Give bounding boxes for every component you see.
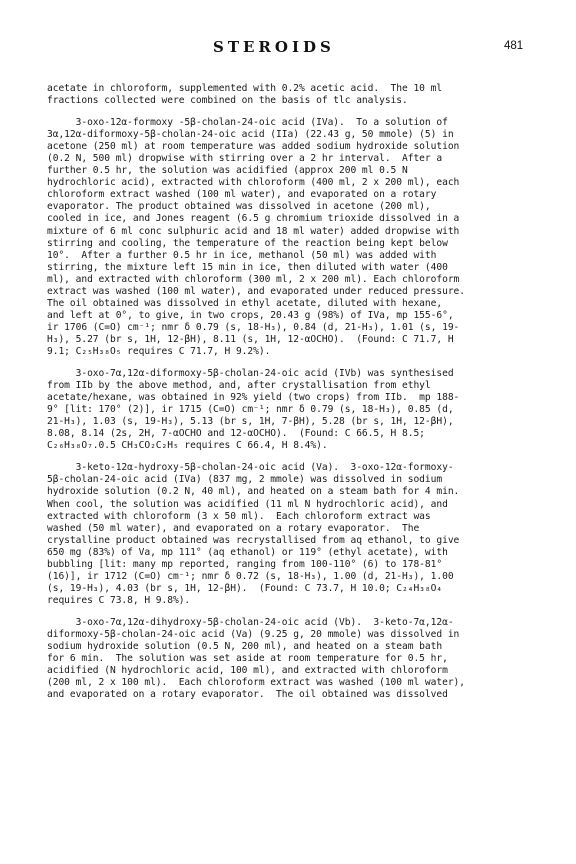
text-line: When cool, the solution was acidified (11 ml N hydrochloric acid), and — [47, 498, 448, 510]
journal-title: STEROIDS — [213, 38, 335, 56]
text-line: 5β-cholan-24-oic acid (IVa) (837 mg, 2 mmole) was dissolved in sodium — [47, 474, 443, 486]
text-line: ml), and extracted with chloroform (300 ml, 2 x 200 ml). Each chloroform — [47, 273, 460, 285]
text-line: (200 ml, 2 x 100 ml). Each chloroform extract was washed (100 ml water), — [47, 677, 465, 689]
paragraph — [47, 368, 547, 452]
text-line: 3-keto-12α-hydroxy-5β-cholan-24-oic acid (Va). 3-oxo-12α-formoxy- — [47, 462, 454, 474]
paragraph — [47, 617, 547, 701]
text-line: stirring, the mixture left 15 min in ice, then diluted with water (400 — [47, 261, 448, 273]
text-line: ir 1706 (C=O) cm⁻¹; nmr δ 0.79 (s, 18-H₃), 0.84 (d, 21-H₃), 1.01 (s, 19- — [47, 321, 460, 333]
paragraph — [47, 462, 547, 607]
text-line: 9° [lit: 170° (2)], ir 1715 (C=O) cm⁻¹; nmr δ 0.79 (s, 18-H₃), 0.85 (d, — [47, 404, 454, 416]
text-line: 650 mg (83%) of Va, mp 111° (aq ethanol) or 119° (ethyl acetate), with — [47, 546, 448, 558]
paragraph — [47, 83, 547, 107]
text-line: cooled in ice, and Jones reagent (6.5 g chromium trioxide dissolved in a — [47, 213, 460, 225]
text-line: crystalline product obtained was recrystallised from aq ethanol, to give — [47, 534, 460, 546]
text-line: (s, 19-H₃), 4.03 (br s, 1H, 12-βH). (Found: C 73.7, H 10.0; C₂₄H₃₈O₄ — [47, 582, 443, 594]
text-line: sodium hydroxide solution (0.5 N, 200 ml), and heated on a steam bath — [47, 641, 443, 653]
paragraph — [47, 117, 547, 358]
text-line: hydroxide solution (0.2 N, 40 ml), and heated on a steam bath for 4 min. — [47, 486, 460, 498]
text-line: washed (50 ml water), and evaporated on a rotary evaporator. The — [47, 522, 420, 534]
text-line: The oil obtained was dissolved in ethyl acetate, diluted with hexane, — [47, 297, 443, 309]
text-line: 3-oxo-12α-formoxy -5β-cholan-24-oic acid (IVa). To a solution of — [47, 117, 448, 129]
text-line: acetone (250 ml) at room temperature was added sodium hydroxide solution — [47, 141, 460, 153]
paragraph-gap — [47, 452, 547, 462]
text-line: for 6 min. The solution was set aside at room temperature for 0.5 hr, — [47, 653, 448, 665]
article-body — [47, 83, 547, 701]
paragraph-gap — [47, 607, 547, 617]
text-line: evaporator. The product obtained was dissolved in acetone (200 ml), — [47, 201, 431, 213]
text-line: acetate in chloroform, supplemented with 0.2% acetic acid. The 10 ml — [47, 83, 443, 94]
text-line: 9.1; C₂₅H₃₈O₅ requires C 71.7, H 9.2%). — [47, 345, 271, 357]
text-line: extracted with chloroform (3 x 50 ml). Each chloroform extract was — [47, 510, 431, 522]
running-header — [0, 38, 576, 58]
text-line: 3-oxo-7α,12α-diformoxy-5β-cholan-24-oic acid (IVb) was synthesised — [47, 368, 454, 380]
text-line: further 0.5 hr, the solution was acidified (approx 200 ml 0.5 N — [47, 165, 408, 177]
text-line: from IIb by the above method, and, after crystallisation from ethyl — [47, 380, 431, 392]
text-line: bubbling [lit: many mp reported, ranging from 100-110° (6) to 178-81° — [47, 558, 443, 570]
text-line: and left at 0°, to give, in two crops, 20.43 g (98%) of IVa, mp 155-6°, — [47, 309, 454, 321]
text-line: 21-H₃), 1.03 (s, 19-H₃), 5.13 (br s, 1H, 7-βH), 5.28 (br s, 1H, 12-βH), — [47, 416, 454, 428]
text-line: 3α,12α-diformoxy-5β-cholan-24-oic acid (IIa) (22.43 g, 50 mmole) (5) in — [47, 129, 454, 141]
text-line: requires C 73.8, H 9.8%). — [47, 594, 191, 606]
text-line: acidified (N hydrochloric acid, 100 ml), and extracted with chloroform — [47, 665, 448, 677]
text-line: 3-oxo-7α,12α-dihydroxy-5β-cholan-24-oic acid (Vb). 3-keto-7α,12α- — [47, 616, 454, 628]
text-line: stirring and cooling, the temperature of the reaction being kept below — [47, 237, 448, 249]
text-line: and evaporated on a rotary evaporator. The oil obtained was dissolved — [47, 689, 448, 701]
text-line: 10°. After a further 0.5 hr in ice, methanol (50 ml) was added with — [47, 249, 437, 261]
page-number: 481 — [504, 40, 524, 52]
text-line: extract was washed (100 ml water), and evaporated under reduced pressure. — [47, 285, 465, 297]
text-line: 8.08, 8.14 (2s, 2H, 7-αOCHO and 12-αOCHO). (Found: C 66.5, H 8.5; — [47, 428, 425, 440]
text-line: mixture of 6 ml conc sulphuric acid and 18 ml water) added dropwise with — [47, 225, 460, 237]
text-line: chloroform extract washed (100 ml water), and evaporated on a rotary — [47, 189, 437, 201]
text-line: diformoxy-5β-cholan-24-oic acid (Va) (9.25 g, 20 mmole) was dissolved in — [47, 628, 460, 640]
text-line: H₃), 5.27 (br s, 1H, 12-βH), 8.11 (s, 1H, 12-αOCHO). (Found: C 71.7, H — [47, 333, 454, 345]
paragraph-gap — [47, 107, 547, 117]
text-line: (16)], ir 1712 (C=O) cm⁻¹; nmr δ 0.72 (s, 18-H₃), 1.00 (d, 21-H₃), 1.00 — [47, 570, 454, 582]
text-line: fractions collected were combined on the basis of tlc analysis. — [47, 95, 408, 107]
text-line: acetate/hexane, was obtained in 92% yield (two crops) from IIb. mp 188- — [47, 392, 460, 404]
text-line: hydrochloric acid), extracted with chloroform (400 ml, 2 x 200 ml), each — [47, 177, 460, 189]
paragraph-gap — [47, 358, 547, 368]
text-line: C₂₆H₃₈O₇.0.5 CH₃CO₂C₂H₅ requires C 66.4, H 8.4%). — [47, 440, 328, 452]
text-line: (0.2 N, 500 ml) dropwise with stirring over a 2 hr interval. After a — [47, 153, 443, 165]
